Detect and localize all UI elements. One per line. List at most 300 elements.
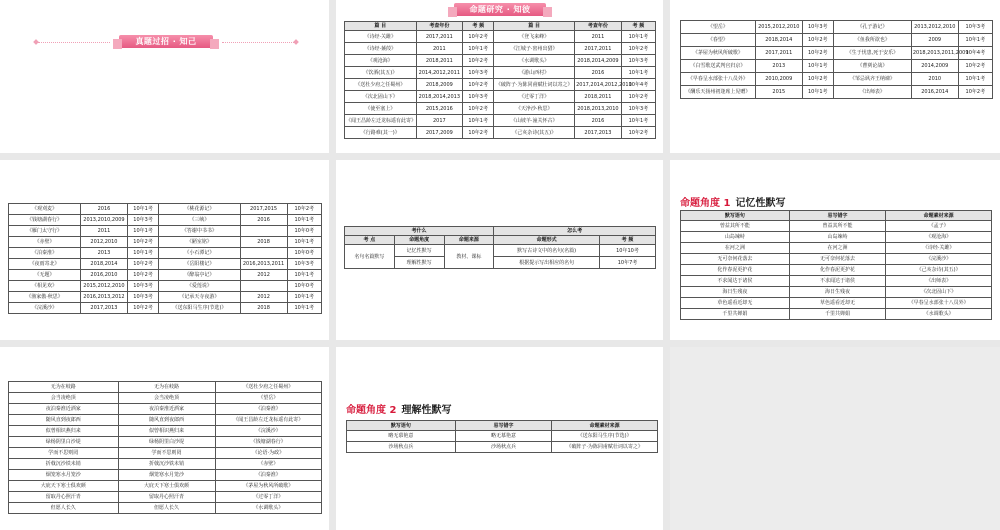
table-row <box>681 287 992 298</box>
table-cell: 2015 <box>755 86 802 99</box>
table-cell: 《送东阳马生序(节选)》 <box>159 303 240 314</box>
table-cell: 10年2考 <box>463 127 494 139</box>
table-cell: 《闻王昌龄左迁龙标遥有此寄》 <box>215 415 321 426</box>
table-row <box>345 91 656 103</box>
table-cell: 但愿人长久 <box>118 503 215 514</box>
table-cell: 《送杜少府之任蜀州》 <box>345 79 417 91</box>
table-cell: 《出师表》 <box>833 86 911 99</box>
table-cell: 2017,2011 <box>416 31 463 43</box>
table-cell: 《雁门太守行》 <box>9 226 81 237</box>
table-cell: 略无慕艳意 <box>347 431 456 442</box>
decorative-diamond-left <box>33 39 39 45</box>
table-cell: 10年2考 <box>621 91 655 103</box>
table-cell: 不求闻达于诸侯 <box>789 276 885 287</box>
table-cell: 《鱼我所欲也》 <box>833 34 911 47</box>
table-row <box>681 47 993 60</box>
angle-label: 命题角度 1 <box>680 198 731 209</box>
table-cell: 2016,2014 <box>911 86 958 99</box>
table-cell: 化作春泥更护花 <box>789 265 885 276</box>
table-cell: 10年2考 <box>463 103 494 115</box>
table-cell: 2018,2009 <box>416 79 463 91</box>
table-row <box>9 492 322 503</box>
table-cell: 《水调歌头》 <box>494 55 575 67</box>
header-cell: 命题形式 <box>494 236 600 245</box>
table-cell: 10年3考 <box>287 259 321 270</box>
table-cell: 10年2考 <box>127 303 158 314</box>
table-cell: 2016 <box>80 204 127 215</box>
table-cell: 随风直到夜郎西 <box>118 415 215 426</box>
table-cell: 随风直到夜郎西 <box>9 415 119 426</box>
section-banner <box>454 3 546 16</box>
table-cell: 10年3考 <box>958 21 992 34</box>
table-row <box>345 79 656 91</box>
dictation-table <box>346 420 658 453</box>
table-cell: 无可奈何花落去 <box>789 254 885 265</box>
table-cell: 10年7考 <box>600 257 656 269</box>
table-cell: 10年1考 <box>621 115 655 127</box>
table-row <box>681 73 993 86</box>
table-row <box>681 298 992 309</box>
table-cell: 10年2考 <box>621 43 655 55</box>
slide-thumbnail-7[interactable] <box>0 347 329 530</box>
table-cell: 《答谢中书书》 <box>159 226 240 237</box>
table-header-row <box>345 236 656 245</box>
table-cell: 折戟沉沙铁未销 <box>118 459 215 470</box>
header-cell: 考什么 <box>345 227 494 236</box>
table-cell: 10年1考 <box>127 248 158 259</box>
table-cell: 2018,2014,2009 <box>575 55 622 67</box>
table-row <box>9 481 322 492</box>
table-row <box>681 232 992 243</box>
table-row <box>345 67 656 79</box>
table-cell: 学而不思则罔 <box>118 448 215 459</box>
table-cell: 2017,2014,2012,2010 <box>575 79 622 91</box>
table-cell: 无为在岐路 <box>118 382 215 393</box>
table-cell: 《曹刿论战》 <box>833 60 911 73</box>
table-row <box>681 254 992 265</box>
table-cell: 夜泊秦淮近酒家 <box>118 404 215 415</box>
decorative-dotted-line-right <box>222 42 294 43</box>
table-cell: 名句名篇默写 <box>345 245 395 269</box>
table-cell: 《早春呈水部张十八员外》 <box>886 298 992 309</box>
table-cell: 2017,2009 <box>416 127 463 139</box>
ribbon-tail-left <box>113 39 122 49</box>
table-cell: 10年1考 <box>127 204 158 215</box>
table-cell: 10年3考 <box>127 292 158 303</box>
table-row <box>681 86 993 99</box>
table-row <box>347 442 658 453</box>
empty-slide-slot <box>670 347 1000 530</box>
table-cell: 草色遥看近却无 <box>681 298 790 309</box>
table-cell: 《赤壁》 <box>215 459 321 470</box>
slide-thumbnail-2[interactable] <box>336 0 663 153</box>
table-cell: 《破阵子·为陈同甫赋壮词以寄之》 <box>552 442 658 453</box>
header-cell: 命题角度 <box>394 236 444 245</box>
table-row <box>9 503 322 514</box>
table-cell: 理解性默写 <box>394 257 444 269</box>
table-cell: 2018,2014 <box>80 259 127 270</box>
table-cell: 无为在岐路 <box>9 382 119 393</box>
table-cell: 《邹忌讽齐王纳谏》 <box>833 73 911 86</box>
group-header-row <box>345 227 656 236</box>
table-cell: 《酬乐天扬州初逢席上见赠》 <box>681 86 756 99</box>
table-cell: 《破阵子·为陈同甫赋壮词以寄之》 <box>494 79 575 91</box>
table-row <box>9 204 322 215</box>
table-row <box>9 459 322 470</box>
table-cell: 曾益其所不能 <box>789 221 885 232</box>
table-cell: 2018,2011 <box>575 91 622 103</box>
table-cell: 2018,2013,2010 <box>575 103 622 115</box>
table-cell: 10年0考 <box>287 248 321 259</box>
table-cell: 10年2考 <box>127 259 158 270</box>
table-cell: 折戟沉沙铁未销 <box>9 459 119 470</box>
table-row <box>9 393 322 404</box>
table-row <box>681 21 993 34</box>
table-row <box>345 245 656 257</box>
table-cell: 《出师表》 <box>886 276 992 287</box>
table-cell: 《送杜少府之任蜀州》 <box>215 382 321 393</box>
table-row <box>9 448 322 459</box>
table-cell: 《小石潭记》 <box>159 248 240 259</box>
table-cell: 《夜雨寄北》 <box>9 259 81 270</box>
table-cell: 《过零丁洋》 <box>494 91 575 103</box>
table-row <box>681 309 992 320</box>
header-cell: 考 点 <box>345 236 395 245</box>
table-cell: 《赤壁》 <box>9 237 81 248</box>
table-row <box>345 55 656 67</box>
table-cell: 《相见欢》 <box>9 281 81 292</box>
table-cell: 2016,2013,2012 <box>80 292 127 303</box>
table-cell: 略无慕艳意 <box>455 431 551 442</box>
table-cell: 山岛竦峙 <box>681 232 790 243</box>
table-cell: 海日生残夜 <box>789 287 885 298</box>
table-row <box>347 431 658 442</box>
table-cell: 10年2考 <box>463 31 494 43</box>
exam-frequency-table <box>680 20 993 99</box>
table-cell: 10年0考 <box>287 226 321 237</box>
table-cell: 10年3考 <box>621 55 655 67</box>
header-cell: 默写语句 <box>681 211 790 221</box>
header-cell: 考 频 <box>463 22 494 31</box>
decorative-dotted-line-left <box>38 42 110 43</box>
table-row <box>345 127 656 139</box>
table-cell: 2017,2015 <box>240 204 287 215</box>
table-cell: 《渔家傲·秋思》 <box>9 292 81 303</box>
table-cell: 2018,2014 <box>755 34 802 47</box>
header-cell: 易写错字 <box>789 211 885 221</box>
header-cell: 篇 目 <box>494 22 575 31</box>
table-cell: 千里共婵娟 <box>789 309 885 320</box>
table-row <box>9 382 322 393</box>
table-row <box>9 281 322 292</box>
table-cell: 《闻王昌龄左迁龙标遥有此寄》 <box>345 115 417 127</box>
table-cell: 化作春泥更护花 <box>681 265 790 276</box>
table-cell: 记忆性默写 <box>394 245 444 257</box>
banner-text: 命题研究 · 知彼 <box>469 5 531 14</box>
table-cell: 会当凌绝顶 <box>9 393 119 404</box>
table-cell: 在河之洲 <box>789 243 885 254</box>
table-cell: 《孟子》 <box>886 221 992 232</box>
table-cell: 10年2考 <box>958 86 992 99</box>
table-row <box>681 34 993 47</box>
table-cell: 《春望》 <box>681 34 756 47</box>
table-cell: 2015,2016 <box>416 103 463 115</box>
table-cell: 10年3考 <box>463 91 494 103</box>
banner-text: 真题过招 · 知己 <box>135 37 197 46</box>
header-cell: 考 频 <box>600 236 656 245</box>
table-cell: 2017,2013 <box>80 303 127 314</box>
exam-frequency-table <box>8 203 322 314</box>
table-cell: 2018 <box>240 303 287 314</box>
table-cell: 2017,2013 <box>575 127 622 139</box>
table-cell: 《无题》 <box>9 270 81 281</box>
header-cell: 考查年份 <box>416 22 463 31</box>
table-row <box>345 103 656 115</box>
table-cell: 《观刈麦》 <box>9 204 81 215</box>
table-cell: 2012 <box>240 270 287 281</box>
section-title <box>680 194 785 209</box>
table-row <box>9 292 322 303</box>
table-row <box>681 221 992 232</box>
table-row <box>681 265 992 276</box>
table-cell: 10年1考 <box>802 60 833 73</box>
table-cell: 10年2考 <box>287 204 321 215</box>
header-cell: 命题素材来源 <box>886 211 992 221</box>
table-cell: 10年1考 <box>802 86 833 99</box>
table-row <box>9 215 322 226</box>
table-cell: 10年1考 <box>287 270 321 281</box>
table-row <box>9 248 322 259</box>
table-cell: 烟笼寒水月笼沙 <box>118 470 215 481</box>
table-cell: 夜泊秦淮近酒家 <box>9 404 119 415</box>
table-row <box>345 43 656 55</box>
table-cell: 山岛竦峙 <box>789 232 885 243</box>
table-cell: 2011 <box>575 31 622 43</box>
table-cell: 《浣溪沙》 <box>886 254 992 265</box>
table-cell: 2016 <box>240 215 287 226</box>
table-cell: 10年3考 <box>621 103 655 115</box>
table-cell: 《爱莲说》 <box>159 281 240 292</box>
table-cell: 《泊秦淮》 <box>215 404 321 415</box>
header-cell: 默写语句 <box>347 421 456 431</box>
header-cell: 考查年份 <box>575 22 622 31</box>
table-row <box>9 226 322 237</box>
ribbon-tail-right <box>210 39 219 49</box>
table-cell: 10年3考 <box>127 281 158 292</box>
table-cell: 10年0考 <box>287 281 321 292</box>
table-cell: 2016 <box>575 115 622 127</box>
table-cell: 《桃花源记》 <box>159 204 240 215</box>
table-cell: 《早春呈水部张十八员外》 <box>681 73 756 86</box>
table-header-row <box>345 22 656 31</box>
table-row <box>9 415 322 426</box>
angle-label: 命题角度 2 <box>346 405 397 416</box>
table-cell: 10年1考 <box>621 67 655 79</box>
table-cell: 2017,2011 <box>755 47 802 60</box>
table-cell: 《观沧海》 <box>345 55 417 67</box>
table-cell: 10年1考 <box>463 115 494 127</box>
slide-thumbnail-6[interactable] <box>670 160 1000 340</box>
table-cell: 千里共婵娟 <box>681 309 790 320</box>
table-cell: 10年1考 <box>958 73 992 86</box>
table-cell: 大庇天下寒士俱欢颜 <box>9 481 119 492</box>
table-cell: 在河之洲 <box>681 243 790 254</box>
table-cell: 《次北固山下》 <box>345 91 417 103</box>
table-cell <box>240 226 287 237</box>
table-cell: 《记承天寺夜游》 <box>159 292 240 303</box>
table-cell: 《水调歌头》 <box>886 309 992 320</box>
table-cell: 2013,2012,2010 <box>911 21 958 34</box>
table-cell: 《岳阳楼记》 <box>159 259 240 270</box>
table-cell: 10年2考 <box>127 237 158 248</box>
table-cell: 根据提示写出相应的名句 <box>494 257 600 269</box>
table-cell: 《望岳》 <box>215 393 321 404</box>
table-cell: 《次北固山下》 <box>886 287 992 298</box>
table-cell: 2013 <box>755 60 802 73</box>
table-cell: 沙场秋点兵 <box>455 442 551 453</box>
table-cell: 默写古诗文中的名句(名篇) <box>494 245 600 257</box>
table-cell: 绿杨阴里白沙堤 <box>9 437 119 448</box>
table-cell: 似曾相识燕归来 <box>9 426 119 437</box>
table-cell: 10年4考 <box>621 79 655 91</box>
table-cell: 10年2考 <box>463 79 494 91</box>
table-cell: 《己亥杂诗(其五)》 <box>494 127 575 139</box>
table-cell: 《钱塘湖春行》 <box>9 215 81 226</box>
slide-thumbnail-1[interactable] <box>0 0 329 153</box>
table-cell: 2017 <box>416 115 463 127</box>
table-cell: 草色遥看近却无 <box>789 298 885 309</box>
table-cell: 10年2考 <box>802 47 833 60</box>
table-cell <box>240 248 287 259</box>
table-cell: 10年10考 <box>600 245 656 257</box>
table-cell: 烟笼寒水月笼沙 <box>9 470 119 481</box>
table-cell: 10年1考 <box>287 303 321 314</box>
table-cell: 《浣溪沙》 <box>9 303 81 314</box>
table-cell: 沙场秋点兵 <box>347 442 456 453</box>
table-cell: 2016,2013,2011 <box>240 259 287 270</box>
table-cell: 《生于忧患,死于安乐》 <box>833 47 911 60</box>
table-cell: 教材、课标 <box>444 245 494 269</box>
table-cell: 10年1考 <box>287 237 321 248</box>
table-cell: 《陋室铭》 <box>159 237 240 248</box>
table-row <box>9 437 322 448</box>
table-cell: 大庇天下寒士俱欢颜 <box>118 481 215 492</box>
table-cell: 《天净沙·秋思》 <box>494 103 575 115</box>
table-row <box>345 115 656 127</box>
table-cell: 《白雪歌送武判官归京》 <box>681 60 756 73</box>
dictation-table <box>8 381 322 514</box>
table-cell: 《泊秦淮》 <box>215 470 321 481</box>
table-cell: 2014,2012,2011 <box>416 67 463 79</box>
table-cell: 10年1考 <box>621 31 655 43</box>
table-cell: 10年4考 <box>958 47 992 60</box>
table-cell: 《三峡》 <box>159 215 240 226</box>
slide-thumbnail-3[interactable] <box>670 0 1000 153</box>
table-cell: 似曾相识燕归来 <box>118 426 215 437</box>
table-cell: 《论语·为政》 <box>215 448 321 459</box>
table-header-row <box>347 421 658 431</box>
table-row <box>345 31 656 43</box>
table-cell: 绿杨阴里白沙堤 <box>118 437 215 448</box>
exam-overview-table <box>344 226 656 269</box>
table-cell: 2017,2011 <box>575 43 622 55</box>
table-cell: 《茅屋为秋风所破歌》 <box>681 47 756 60</box>
table-cell: 海日生残夜 <box>681 287 790 298</box>
table-row <box>9 270 322 281</box>
table-cell: 10年1考 <box>463 43 494 55</box>
table-cell: 10年2考 <box>802 73 833 86</box>
table-cell: 2016,2010 <box>80 270 127 281</box>
table-cell: 2011 <box>416 43 463 55</box>
table-cell <box>240 281 287 292</box>
table-cell: 《诗经·关雎》 <box>345 31 417 43</box>
table-cell: 10年2考 <box>621 127 655 139</box>
table-cell: 2010 <box>911 73 958 86</box>
table-cell: 《诗经·关雎》 <box>886 243 992 254</box>
ribbon-tail-right <box>543 7 552 17</box>
table-cell: 2018 <box>240 237 287 248</box>
table-cell: 2018,2011 <box>416 55 463 67</box>
table-cell: 《山坡羊·潼关怀古》 <box>494 115 575 127</box>
table-cell: 10年3考 <box>127 215 158 226</box>
slide-thumbnail-5[interactable] <box>336 160 663 340</box>
table-cell: 10年1考 <box>287 215 321 226</box>
slide-thumbnail-8[interactable] <box>336 347 663 530</box>
table-row <box>681 60 993 73</box>
header-cell: 命题素材来源 <box>552 421 658 431</box>
exam-frequency-table <box>344 21 656 139</box>
angle-title: 记忆性默写 <box>735 198 786 209</box>
table-cell: 10年2考 <box>463 55 494 67</box>
table-cell: 《醉翁亭记》 <box>159 270 240 281</box>
table-cell: 10年2考 <box>958 60 992 73</box>
table-cell: 《钱塘湖春行》 <box>215 437 321 448</box>
table-row <box>9 303 322 314</box>
table-cell: 2013 <box>80 248 127 259</box>
table-cell: 《泊秦淮》 <box>9 248 81 259</box>
table-cell: 2010,2009 <box>755 73 802 86</box>
decorative-diamond-right <box>293 39 299 45</box>
table-cell: 《水调歌头》 <box>215 503 321 514</box>
header-cell: 易写错字 <box>455 421 551 431</box>
table-cell: 《茅屋为秋风所破歌》 <box>215 481 321 492</box>
table-cell: 2015,2012,2010 <box>80 281 127 292</box>
table-cell: 《饮酒(其五)》 <box>345 67 417 79</box>
table-row <box>9 237 322 248</box>
table-cell: 不求闻达于诸侯 <box>681 276 790 287</box>
table-cell: 会当凌绝顶 <box>118 393 215 404</box>
table-cell: 2018,2013,2011,2009 <box>911 47 958 60</box>
angle-title: 理解性默写 <box>401 405 452 416</box>
table-row <box>681 276 992 287</box>
table-cell: 2011 <box>80 226 127 237</box>
table-cell: 《登飞来峰》 <box>494 31 575 43</box>
section-banner <box>119 35 213 48</box>
table-cell: 《使至塞上》 <box>345 103 417 115</box>
table-row <box>9 404 322 415</box>
table-cell: 学而不思则罔 <box>9 448 119 459</box>
header-cell: 考 频 <box>621 22 655 31</box>
table-cell: 《观沧海》 <box>886 232 992 243</box>
table-cell: 10年2考 <box>127 270 158 281</box>
table-cell: 2012,2010 <box>80 237 127 248</box>
table-cell: 10年1考 <box>958 34 992 47</box>
table-cell: 《行路难(其一)》 <box>345 127 417 139</box>
slide-thumbnail-4[interactable] <box>0 160 329 340</box>
table-row <box>9 259 322 270</box>
table-row <box>9 470 322 481</box>
table-cell: 《游山西村》 <box>494 67 575 79</box>
